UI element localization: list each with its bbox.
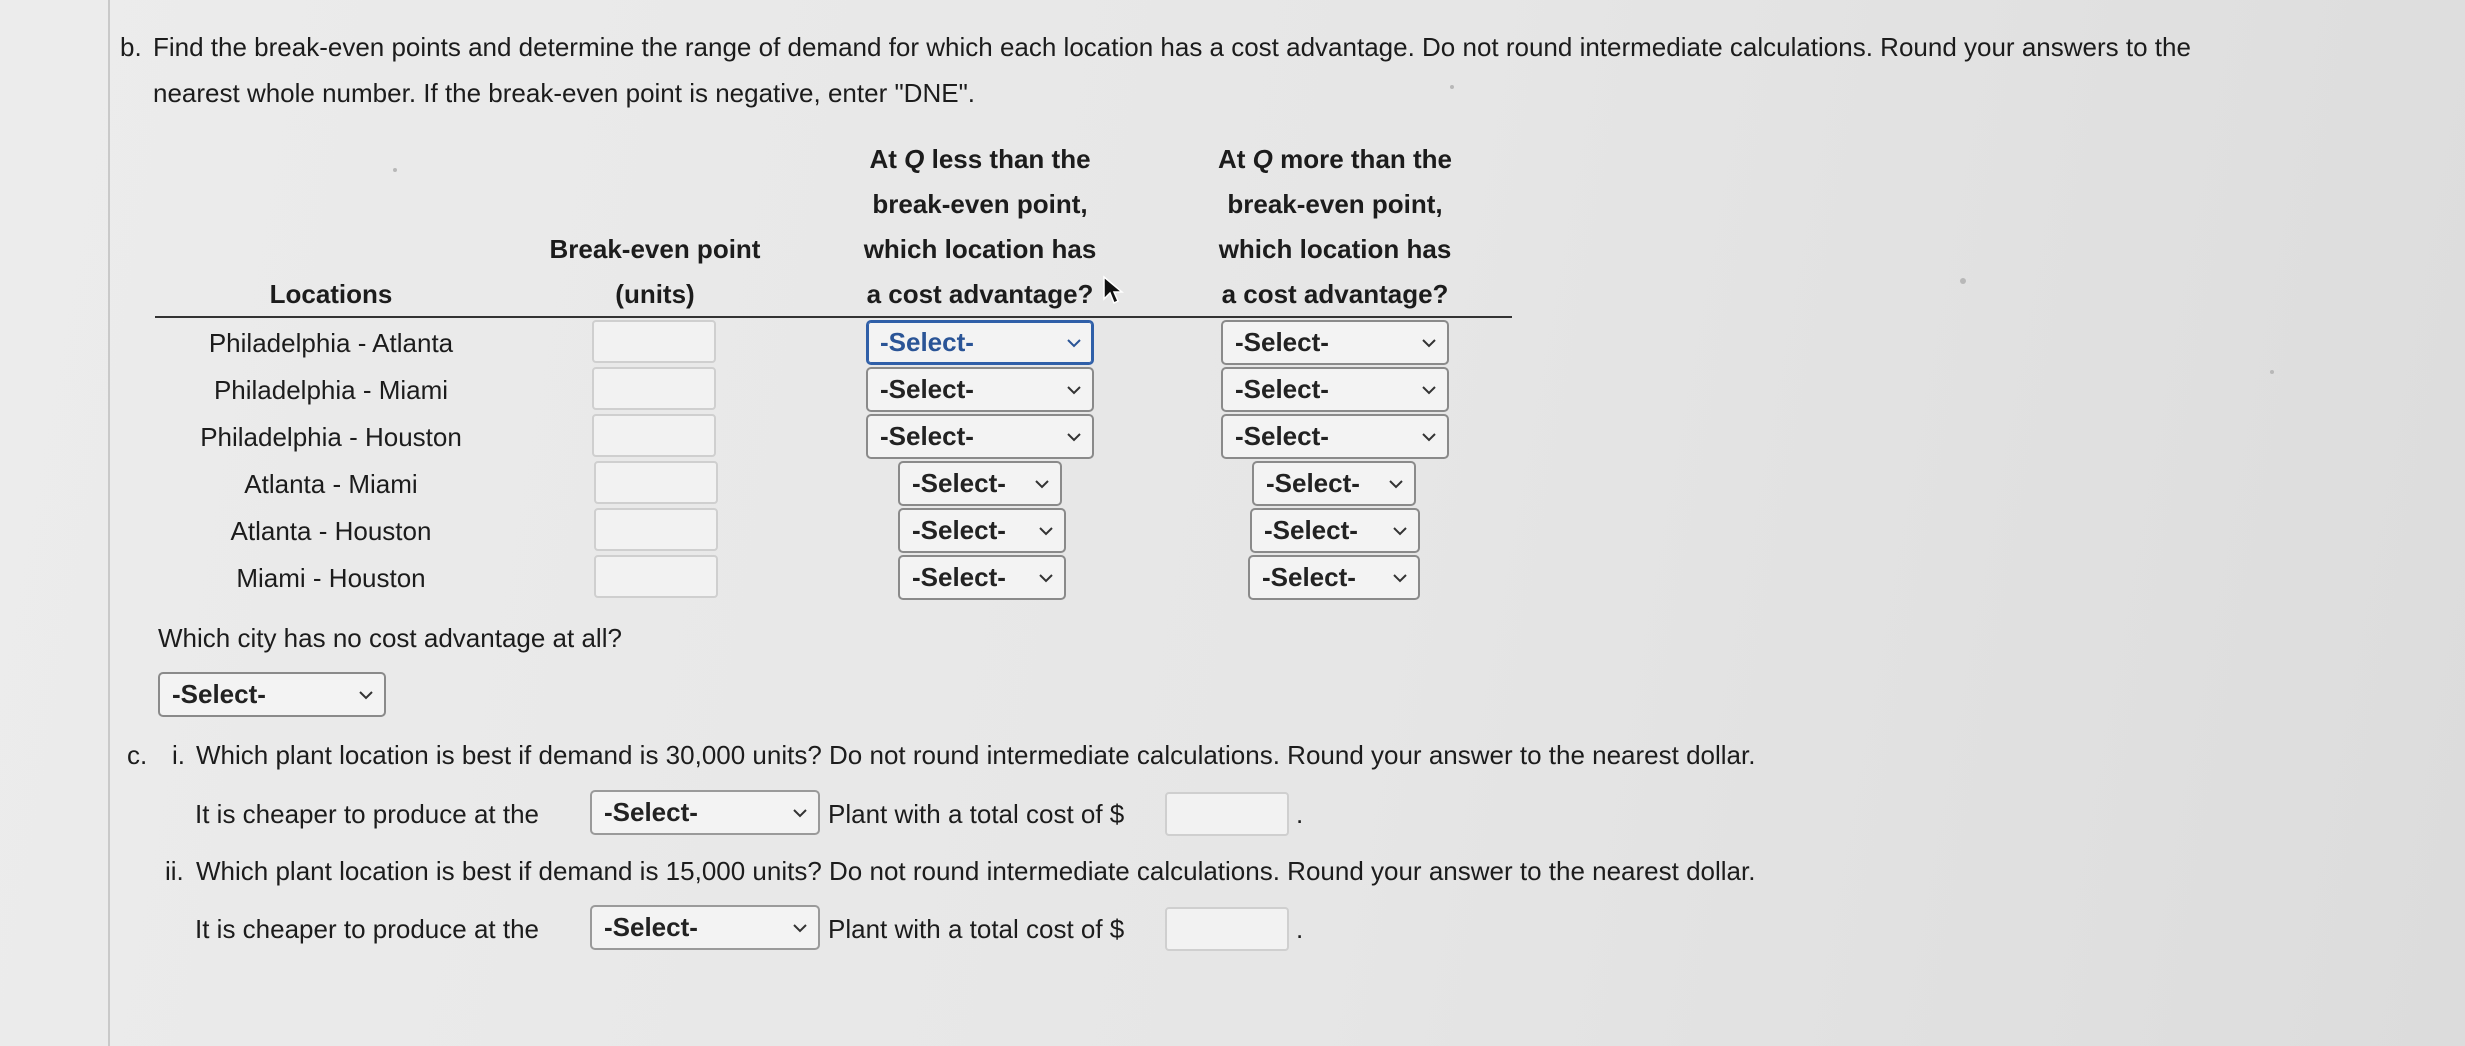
less-select-miami-houston[interactable] [898, 555, 1066, 600]
part-c-ii-prefix: It is cheaper to produce at the [195, 914, 539, 944]
more-select-atlanta-miami[interactable] [1252, 461, 1416, 506]
mouse-cursor-icon [1102, 275, 1124, 305]
no-advantage-question: Which city has no cost advantage at all? [158, 623, 622, 653]
chevron-down-icon [356, 685, 376, 705]
less-select-philadelphia-miami[interactable] [866, 367, 1094, 412]
breakeven-input-atlanta-miami[interactable] [594, 461, 718, 504]
header-less-line3: which location has [863, 234, 1097, 264]
part-b-marker: b. [120, 32, 142, 62]
breakeven-input-philadelphia-miami[interactable] [592, 367, 716, 410]
select-value: -Select- [604, 797, 698, 827]
row-label-philadelphia-atlanta: Philadelphia - Atlanta [208, 328, 454, 358]
chevron-down-icon [1032, 474, 1052, 494]
part-c-ii-total-cost-input[interactable] [1165, 907, 1289, 951]
breakeven-input-philadelphia-houston[interactable] [592, 414, 716, 457]
row-label-miami-houston: Miami - Houston [236, 563, 426, 593]
chevron-down-icon [1390, 568, 1410, 588]
part-b-instructions-line1: Find the break-even points and determine the range of demand for which each location has a cost advantage. Do not round intermediate calculations. Round your answers to the [153, 32, 2191, 62]
chevron-down-icon [1036, 568, 1056, 588]
select-value: -Select- [1262, 562, 1356, 592]
select-value: -Select- [880, 374, 974, 404]
select-value: -Select- [1235, 374, 1329, 404]
breakeven-input-atlanta-houston[interactable] [594, 508, 718, 551]
header-more-line3: which location has [1218, 234, 1452, 264]
chevron-down-icon [1419, 427, 1439, 447]
select-value: -Select- [912, 562, 1006, 592]
header-locations: Locations [269, 279, 393, 309]
select-value: -Select- [172, 679, 266, 709]
left-border [108, 0, 110, 1046]
less-select-philadelphia-houston[interactable] [866, 414, 1094, 459]
chevron-down-icon [1386, 474, 1406, 494]
part-c-i-suffix: . [1296, 799, 1304, 829]
less-select-philadelphia-atlanta[interactable] [866, 320, 1094, 365]
breakeven-input-miami-houston[interactable] [594, 555, 718, 598]
row-label-atlanta-houston: Atlanta - Houston [230, 516, 432, 546]
header-breakeven-line1: Break-even point [549, 234, 761, 264]
header-less-line4: a cost advantage? [866, 279, 1094, 309]
speck [1450, 85, 1454, 89]
chevron-down-icon [1064, 333, 1084, 353]
less-select-atlanta-miami[interactable] [898, 461, 1062, 506]
select-value: -Select- [1235, 327, 1329, 357]
row-label-philadelphia-miami: Philadelphia - Miami [213, 375, 449, 405]
table-header-divider [155, 316, 1512, 318]
select-value: -Select- [1264, 515, 1358, 545]
more-select-philadelphia-atlanta[interactable] [1221, 320, 1449, 365]
part-c-i-marker: i. [172, 740, 185, 770]
part-c-ii-suffix: . [1296, 914, 1304, 944]
chevron-down-icon [1419, 380, 1439, 400]
header-breakeven-line2: (units) [615, 279, 695, 309]
part-c-i-question: Which plant location is best if demand is 30,000 units? Do not round intermediate calculations. Round your answer to the nearest dollar. [196, 740, 1756, 770]
select-value: -Select- [912, 468, 1006, 498]
select-value: -Select- [604, 912, 698, 942]
part-c-ii-marker: ii. [165, 856, 184, 886]
row-label-philadelphia-houston: Philadelphia - Houston [200, 422, 462, 452]
part-c-i-prefix: It is cheaper to produce at the [195, 799, 539, 829]
part-c-ii-middle: Plant with a total cost of $ [828, 914, 1125, 944]
header-more-line1: At Q more than the [1217, 144, 1453, 174]
chevron-down-icon [790, 803, 810, 823]
header-less-line1: At Q less than the [869, 144, 1091, 174]
chevron-down-icon [1064, 380, 1084, 400]
more-select-atlanta-houston[interactable] [1250, 508, 1420, 553]
speck [2270, 370, 2274, 374]
chevron-down-icon [790, 918, 810, 938]
more-select-miami-houston[interactable] [1248, 555, 1420, 600]
select-value: -Select- [880, 421, 974, 451]
header-more-line2: break-even point, [1227, 189, 1443, 219]
less-select-atlanta-houston[interactable] [898, 508, 1066, 553]
part-c-ii-question: Which plant location is best if demand is 15,000 units? Do not round intermediate calculations. Round your answer to the nearest dollar. [196, 856, 1756, 886]
header-more-line4: a cost advantage? [1221, 279, 1449, 309]
chevron-down-icon [1036, 521, 1056, 541]
chevron-down-icon [1064, 427, 1084, 447]
part-c-i-plant-select[interactable] [590, 790, 820, 835]
part-c-ii-plant-select[interactable] [590, 905, 820, 950]
part-c-marker: c. [127, 740, 148, 770]
select-value: -Select- [912, 515, 1006, 545]
select-value: -Select- [1266, 468, 1360, 498]
speck [1960, 278, 1966, 284]
select-value: -Select- [880, 327, 974, 357]
row-label-atlanta-miami: Atlanta - Miami [244, 469, 418, 499]
select-value: -Select- [1235, 421, 1329, 451]
chevron-down-icon [1419, 333, 1439, 353]
part-c-i-total-cost-input[interactable] [1165, 792, 1289, 836]
no-advantage-select[interactable] [158, 672, 386, 717]
part-b-instructions-line2: nearest whole number. If the break-even point is negative, enter "DNE". [153, 78, 976, 108]
part-c-i-middle: Plant with a total cost of $ [828, 799, 1125, 829]
header-less-line2: break-even point, [872, 189, 1088, 219]
speck [393, 168, 397, 172]
more-select-philadelphia-houston[interactable] [1221, 414, 1449, 459]
chevron-down-icon [1390, 521, 1410, 541]
more-select-philadelphia-miami[interactable] [1221, 367, 1449, 412]
breakeven-input-philadelphia-atlanta[interactable] [592, 320, 716, 363]
